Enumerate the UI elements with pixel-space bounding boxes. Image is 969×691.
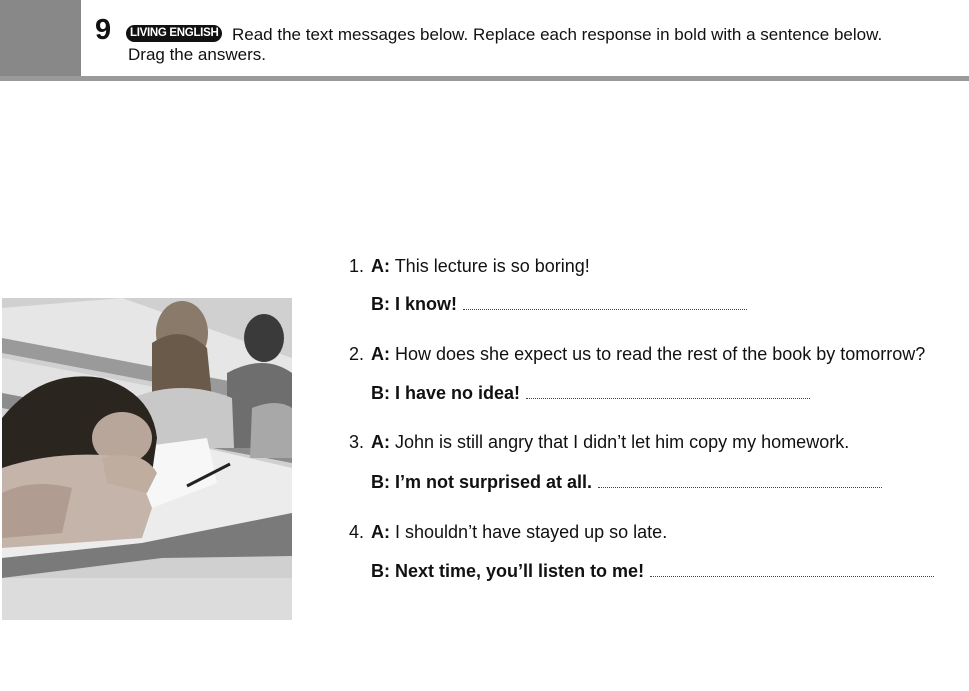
item-3-a-label: A: [371,432,390,452]
student-sleeping-photo [2,298,292,620]
item-4-b-label: B: [371,561,390,581]
item-2-number: 2. [349,344,365,364]
item-3-a-text: John is still angry that I didn’t let him copy my homework. [395,432,850,452]
instruction-line-1: Read the text messages below. Replace each response in bold with a sentence below. [232,25,883,44]
item-2-b-label: B: [371,383,390,403]
header-divider [0,76,969,81]
item-1-number: 1. [349,256,365,276]
item-4-a-label: A: [371,522,390,542]
exercise-number: 9 [95,14,112,46]
item-3-answer-drop-slot[interactable] [598,485,882,488]
item-1-b-label: B: [371,294,390,314]
item-4-b-text: Next time, you’ll listen to me! [395,561,645,581]
item-3-b-label: B: [371,472,390,492]
item-1-answer-drop-slot[interactable] [463,307,747,310]
item-4-answer-drop-slot[interactable] [650,574,934,577]
header-accent-block [0,0,81,76]
item-2-answer-drop-slot[interactable] [526,396,810,399]
item-1-a-label: A: [371,256,390,276]
item-3-a-line [349,432,849,453]
item-1-a-text: This lecture is so boring! [394,256,590,276]
item-3-b-text: I’m not surprised at all. [395,472,593,492]
instruction-line-2: Drag the answers. [128,45,266,64]
item-2-b-text: I have no idea! [395,383,521,403]
item-1-b-line [371,294,747,315]
item-2-a-text: How does she expect us to read the rest of the book by tomorrow? [395,344,926,364]
item-4-number: 4. [349,522,365,542]
living-english-badge: LIVING ENGLISH [126,25,222,42]
item-1-b-text: I know! [395,294,458,314]
item-2-b-line [371,383,810,404]
item-3-number: 3. [349,432,365,452]
item-3-b-line [371,472,882,493]
item-2-a-line [349,344,925,365]
item-1-a-line [349,256,590,277]
item-4-b-line [371,561,934,582]
item-2-a-label: A: [371,344,390,364]
item-4-a-line [349,522,667,543]
item-4-a-text: I shouldn’t have stayed up so late. [395,522,668,542]
